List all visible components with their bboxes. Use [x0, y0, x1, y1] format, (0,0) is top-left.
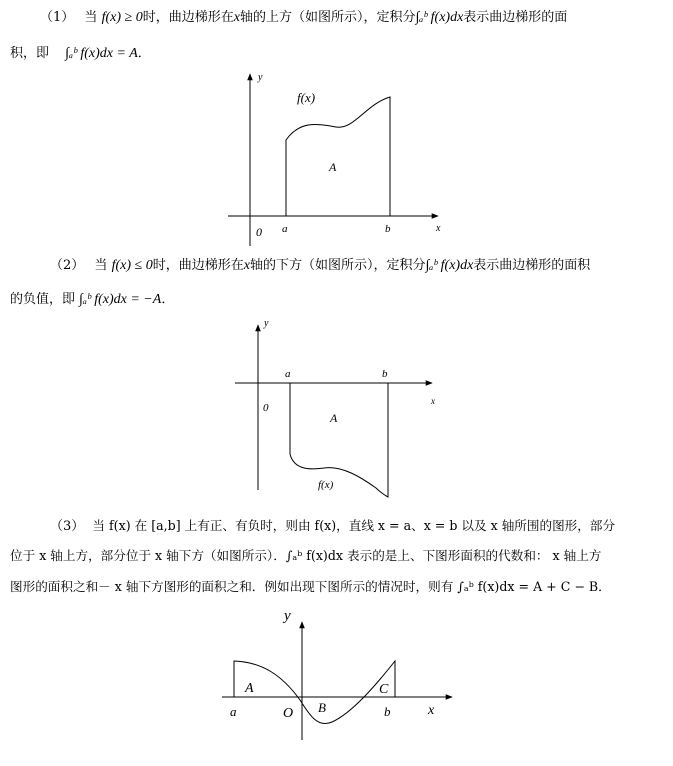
- fig3-curve: [234, 661, 395, 724]
- figure-3: [222, 622, 452, 740]
- para3-number: （3）: [50, 519, 85, 534]
- fig3-label-b: b: [384, 704, 391, 719]
- fig2-label-a: a: [285, 368, 291, 380]
- para1-integral: ∫ₐᵇ f(x)dx: [415, 10, 464, 25]
- fig2-region-boundary: [290, 383, 388, 497]
- fig2-label-b: b: [382, 368, 388, 380]
- para2-number: （2）: [50, 258, 85, 273]
- fig3-label-a: a: [230, 704, 237, 719]
- para1-condition: f(x) ≥ 0: [101, 10, 143, 25]
- fig2-label-origin: 0: [263, 402, 269, 414]
- para2-condition: f(x) ≤ 0: [111, 258, 153, 273]
- para1-number: （1）: [40, 10, 75, 25]
- fig2-label-y: y: [264, 318, 269, 329]
- para2-line1: （2） 当 f(x) ≤ 0时，曲边梯形在x轴的下方（如图所示），定积分∫ₐᵇ f(x)dx表示曲边梯形的面积: [50, 258, 591, 273]
- fig1-label-b: b: [385, 223, 391, 235]
- para2-integral: ∫ₐᵇ f(x)dx: [425, 258, 474, 273]
- fig3-label-O: O: [283, 706, 294, 721]
- fig1-label-y: y: [258, 72, 263, 83]
- para1-equation: ∫ₐᵇ f(x)dx = A: [65, 46, 138, 61]
- fig2-label-x: x: [431, 396, 435, 406]
- fig1-region-boundary: [286, 97, 390, 216]
- fig1-label-A: A: [329, 160, 337, 174]
- fig2-label-A: A: [330, 411, 338, 425]
- fig3-label-A: A: [245, 681, 254, 696]
- para3-line1: （3） 当 f(x) 在 [a,b] 上有正、有负时，则由 f(x)，直线 x = a、x = b 以及 x 轴所围的图形，部分: [50, 518, 616, 534]
- fig1-label-x: x: [436, 223, 441, 234]
- fig3-label-C: C: [379, 682, 389, 697]
- fig1-label-a: a: [282, 223, 288, 235]
- para3-line2: 位于 x 轴上方，部分位于 x 轴下方（如图所示）．∫ₐᵇ f(x)dx 表示的是上、下图形面积的代数和： x 轴上方: [10, 548, 602, 563]
- fig3-label-B: B: [318, 700, 326, 715]
- fig1-label-origin: 0: [256, 225, 262, 239]
- para3-line3: 图形的面积之和－ x 轴下方图形的面积之和．例如出现下图所示的情况时，则有 ∫ₐᵇ f(x)dx = A + C − B．: [10, 579, 611, 594]
- fig1-label-fx: f(x): [297, 90, 316, 105]
- para2-line2: 的负值，即 ∫ₐᵇ f(x)dx = −A．: [10, 292, 175, 307]
- fig3-label-y: y: [284, 608, 291, 624]
- fig3-label-x: x: [428, 703, 435, 718]
- para2-equation: ∫ₐᵇ f(x)dx = −A: [79, 292, 162, 307]
- para1-line1: （1） 当 f(x) ≥ 0时，曲边梯形在x轴的上方（如图所示），定积分∫ₐᵇ f(x)dx表示曲边梯形的面: [40, 10, 568, 25]
- fig2-label-fx: f(x): [318, 479, 334, 491]
- para1-line2: 积，即 ∫ₐᵇ f(x)dx = A．: [10, 46, 151, 61]
